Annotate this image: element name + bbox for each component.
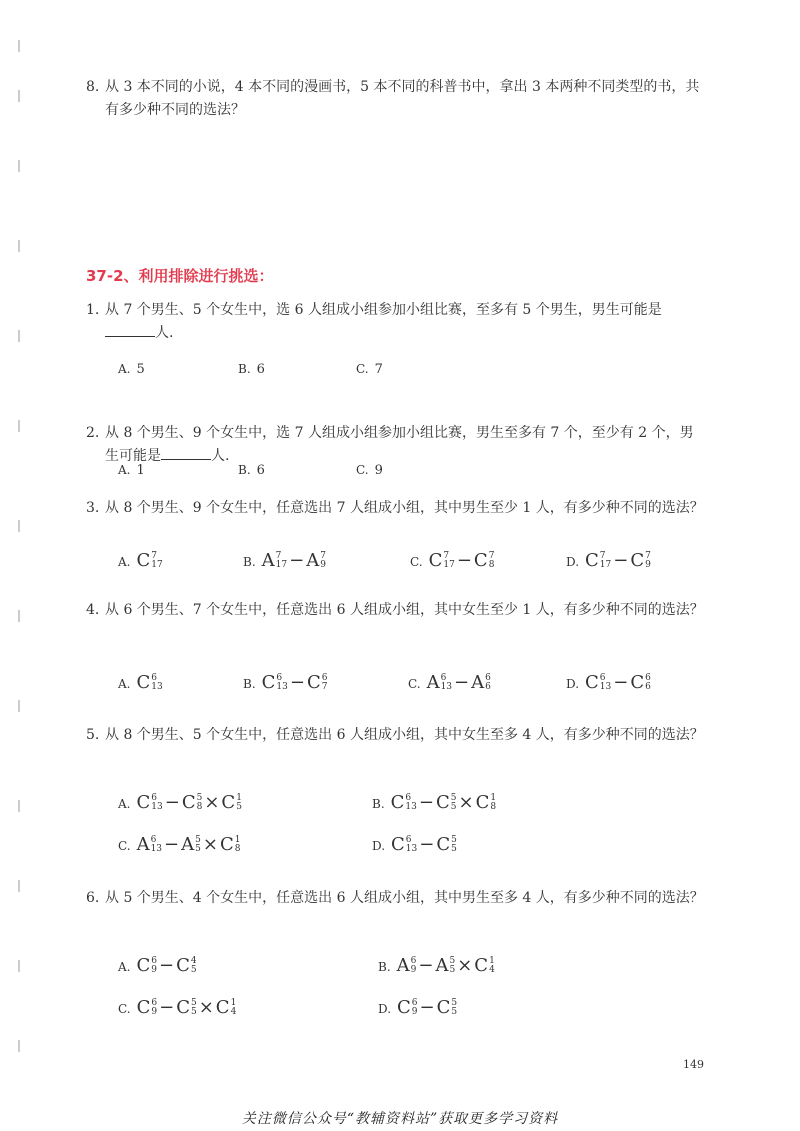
page-number: 149 <box>683 1058 704 1071</box>
option-a <box>118 362 145 377</box>
superscript: 5 <box>195 834 201 845</box>
minus-operator: − <box>289 550 305 571</box>
term-symbol: C <box>435 792 450 813</box>
scan-edge-mark <box>18 610 20 622</box>
combination-term <box>136 550 162 571</box>
option-c <box>356 463 383 478</box>
option-label: B. <box>372 797 385 811</box>
scan-edge-mark <box>18 800 20 812</box>
combination-term <box>221 792 242 813</box>
subscript: 9 <box>151 964 157 975</box>
option-a <box>118 955 197 976</box>
term-symbol: C <box>475 792 490 813</box>
term-indices <box>451 794 457 812</box>
option-label: C. <box>118 1002 131 1016</box>
combination-term <box>176 997 197 1018</box>
question-text-main: 从 5 个男生、4 个女生中，任意选出 6 人组成小组，其中男生至多 4 人，有多少种不同的选法？ <box>105 890 704 906</box>
term-symbol: A <box>181 834 195 855</box>
superscript: 4 <box>190 955 197 966</box>
answer-blank <box>161 445 211 460</box>
option-label: D. <box>378 1002 392 1016</box>
subscript: 5 <box>450 801 457 812</box>
minus-operator: − <box>289 672 305 693</box>
times-operator: × <box>198 997 214 1018</box>
question-text <box>105 497 706 520</box>
term-indices <box>236 794 242 812</box>
term-indices <box>151 999 157 1017</box>
term-symbol: A <box>136 834 150 855</box>
subscript: 5 <box>449 964 456 975</box>
option-b <box>243 550 326 571</box>
times-operator: × <box>204 792 220 813</box>
option-c <box>118 834 240 855</box>
question-text-main: 从 8 个男生、9 个女生中，选 7 人组成小组参加小组比赛，男生至多有 7 个，至少有 2 个，男生可能是 <box>105 425 694 464</box>
term-indices <box>276 552 287 570</box>
question-8 <box>86 76 706 122</box>
subscript: 6 <box>645 681 651 692</box>
subscript: 4 <box>230 1006 237 1017</box>
scan-edge-mark <box>18 90 20 102</box>
permutation-term <box>137 834 162 855</box>
superscript: 1 <box>230 997 237 1008</box>
minus-operator: − <box>418 955 434 976</box>
option-value: 9 <box>374 463 383 478</box>
question-6 <box>86 887 706 910</box>
option-value: 7 <box>374 362 383 377</box>
term-symbol: C <box>136 550 151 571</box>
term-indices <box>645 552 651 570</box>
superscript: 5 <box>451 834 457 845</box>
superscript: 7 <box>488 550 495 561</box>
question-3 <box>86 497 706 520</box>
term-indices <box>406 836 417 854</box>
option-label: C. <box>118 839 131 853</box>
minus-operator: − <box>164 834 180 855</box>
question-2 <box>86 422 706 468</box>
superscript: 1 <box>234 834 241 845</box>
subscript: 5 <box>236 801 242 812</box>
term-indices <box>451 999 457 1017</box>
combination-term <box>391 792 417 813</box>
subscript: 13 <box>599 681 612 692</box>
option-d <box>566 550 651 571</box>
minus-operator: − <box>164 792 180 813</box>
term-symbol: C <box>397 997 411 1018</box>
question-1 <box>86 299 706 345</box>
superscript: 6 <box>276 672 283 683</box>
subscript: 9 <box>320 559 326 570</box>
combination-term <box>136 955 157 976</box>
term-symbol: A <box>261 550 275 571</box>
superscript: 5 <box>449 955 456 966</box>
option-label: A. <box>118 677 131 691</box>
combination-term <box>474 550 495 571</box>
combination-term <box>585 672 611 693</box>
term-symbol: C <box>261 672 276 693</box>
superscript: 1 <box>490 792 497 803</box>
subscript: 5 <box>190 1006 197 1017</box>
term-indices <box>231 999 237 1017</box>
subscript: 5 <box>451 843 457 854</box>
combination-term <box>216 997 237 1018</box>
subscript: 13 <box>405 843 418 854</box>
superscript: 7 <box>645 550 651 561</box>
superscript: 6 <box>485 672 491 683</box>
option-b <box>378 955 495 976</box>
subscript: 17 <box>151 559 163 570</box>
combination-term <box>391 834 417 855</box>
subscript: 9 <box>151 1006 158 1017</box>
question-4 <box>86 599 706 622</box>
term-symbol: C <box>176 955 190 976</box>
superscript: 1 <box>489 955 495 966</box>
term-indices <box>600 552 611 570</box>
term-indices <box>489 957 495 975</box>
option-label: A. <box>118 797 131 811</box>
option-b <box>372 792 496 813</box>
superscript: 5 <box>196 792 203 803</box>
term-symbol: A <box>306 550 320 571</box>
subscript: 5 <box>195 843 201 854</box>
subscript: 13 <box>405 801 417 812</box>
subscript: 8 <box>490 801 497 812</box>
question-text <box>105 422 706 468</box>
question-text-tail: 人. <box>155 325 174 341</box>
term-symbol: C <box>136 792 151 813</box>
subscript: 13 <box>440 681 453 692</box>
subscript: 6 <box>485 681 491 692</box>
option-value: 5 <box>136 362 145 377</box>
term-symbol: C <box>136 955 151 976</box>
combination-term <box>397 997 418 1018</box>
option-b <box>243 672 327 693</box>
option-value: 1 <box>136 463 145 478</box>
option-c <box>118 997 236 1018</box>
subscript: 13 <box>151 801 163 812</box>
option-label: B. <box>378 960 391 974</box>
minus-operator: − <box>454 672 470 693</box>
term-indices <box>449 957 455 975</box>
option-b <box>238 463 265 478</box>
option-label: A. <box>118 463 131 477</box>
term-symbol: C <box>630 550 645 571</box>
option-a <box>118 792 242 813</box>
option-b <box>238 362 265 377</box>
term-indices <box>412 999 418 1017</box>
option-label: A. <box>118 960 131 974</box>
question-text <box>105 599 706 622</box>
question-number: 3. <box>86 500 100 516</box>
term-symbol: C <box>630 672 645 693</box>
term-indices <box>600 674 611 692</box>
scan-edge-mark <box>18 420 20 432</box>
question-text: 从 3 本不同的小说，4 本不同的漫画书，5 本不同的科普书中，拿出 3 本两种不同类型的书，共有多少种不同的选法？ <box>105 79 700 118</box>
superscript: 7 <box>599 550 606 561</box>
scan-edge-mark <box>18 160 20 172</box>
scan-edge-mark <box>18 880 20 892</box>
times-operator: × <box>458 792 474 813</box>
term-indices <box>151 957 157 975</box>
option-label: C. <box>410 555 423 569</box>
subscript: 17 <box>443 559 455 570</box>
permutation-term <box>427 672 452 693</box>
minus-operator: − <box>456 550 472 571</box>
option-label: C. <box>408 677 421 691</box>
subscript: 5 <box>190 964 197 975</box>
option-c <box>356 362 383 377</box>
option-value: 6 <box>256 463 265 478</box>
question-text-tail: 人. <box>211 448 230 464</box>
superscript: 6 <box>645 672 651 683</box>
option-label: A. <box>118 362 131 376</box>
term-symbol: C <box>221 792 236 813</box>
permutation-term <box>397 955 417 976</box>
option-a <box>118 672 163 693</box>
scan-edge-mark <box>18 700 20 712</box>
option-label: A. <box>118 555 131 569</box>
minus-operator: − <box>159 997 175 1018</box>
term-indices <box>191 999 197 1017</box>
times-operator: × <box>202 834 218 855</box>
term-indices <box>235 836 241 854</box>
term-indices <box>490 794 496 812</box>
subscript: 9 <box>410 964 417 975</box>
subscript: 17 <box>599 559 612 570</box>
superscript: 5 <box>450 792 457 803</box>
term-symbol: C <box>473 550 488 571</box>
option-c <box>410 550 494 571</box>
option-d <box>378 997 457 1018</box>
term-indices <box>195 836 201 854</box>
scan-edge-mark <box>18 520 20 532</box>
superscript: 5 <box>451 997 458 1008</box>
scan-edge-mark <box>18 330 20 342</box>
term-symbol: A <box>471 672 485 693</box>
term-indices <box>451 836 457 854</box>
question-text <box>105 724 706 747</box>
combination-term <box>136 792 162 813</box>
minus-operator: − <box>419 834 435 855</box>
combination-term <box>220 834 241 855</box>
permutation-term <box>435 955 455 976</box>
question-number: 2. <box>86 425 100 441</box>
superscript: 6 <box>321 672 328 683</box>
term-symbol: C <box>585 672 599 693</box>
combination-term <box>429 550 455 571</box>
term-indices <box>151 836 162 854</box>
superscript: 7 <box>275 550 282 561</box>
superscript: 6 <box>599 672 606 683</box>
term-indices <box>197 794 203 812</box>
subscript: 13 <box>276 681 288 692</box>
term-symbol: C <box>136 997 151 1018</box>
section-heading: 37-2、利用排除进行挑选： <box>86 267 274 285</box>
minus-operator: − <box>613 672 629 693</box>
combination-term <box>630 550 651 571</box>
answer-blank <box>105 322 155 337</box>
term-symbol: C <box>436 997 451 1018</box>
subscript: 5 <box>451 1006 458 1017</box>
combination-term <box>182 792 203 813</box>
superscript: 7 <box>151 550 157 561</box>
question-number: 1. <box>86 302 100 318</box>
term-indices <box>151 674 162 692</box>
term-symbol: C <box>181 792 196 813</box>
question-number: 8. <box>86 79 100 95</box>
subscript: 9 <box>411 1006 418 1017</box>
term-indices <box>443 552 454 570</box>
combination-term <box>474 955 495 976</box>
scan-edge-mark <box>18 960 20 972</box>
superscript: 7 <box>443 550 450 561</box>
superscript: 6 <box>411 997 418 1008</box>
option-label: C. <box>356 362 369 376</box>
permutation-term <box>262 550 287 571</box>
term-symbol: A <box>426 672 440 693</box>
option-label: C. <box>356 463 369 477</box>
term-symbol: C <box>585 550 599 571</box>
term-indices <box>405 794 416 812</box>
option-label: B. <box>243 555 256 569</box>
combination-term <box>630 672 651 693</box>
term-symbol: A <box>435 955 449 976</box>
superscript: 6 <box>151 997 158 1008</box>
option-d <box>372 834 457 855</box>
minus-operator: − <box>613 550 629 571</box>
combination-term <box>476 792 497 813</box>
question-text-main: 从 8 个男生、5 个女生中，任意选出 6 人组成小组，其中女生至多 4 人，有多少种不同的选法？ <box>105 727 704 743</box>
combination-term <box>136 672 162 693</box>
term-symbol: C <box>428 550 443 571</box>
term-symbol: C <box>219 834 234 855</box>
question-5 <box>86 724 706 747</box>
term-indices <box>320 552 326 570</box>
superscript: 6 <box>150 834 157 845</box>
term-indices <box>276 674 287 692</box>
subscript: 9 <box>645 559 651 570</box>
permutation-term <box>471 672 491 693</box>
combination-term <box>176 955 197 976</box>
subscript: 8 <box>488 559 495 570</box>
scan-edge-mark <box>18 1040 20 1052</box>
combination-term <box>137 997 158 1018</box>
term-symbol: C <box>390 792 405 813</box>
question-text-main: 从 6 个男生、7 个女生中，任意选出 6 人组成小组，其中女生至少 1 人，有多少种不同的选法？ <box>105 602 704 618</box>
question-text-main: 从 7 个男生、5 个女生中，选 6 人组成小组参加小组比赛，至多有 5 个男生，男生可能是 <box>105 302 662 318</box>
question-text <box>105 299 706 345</box>
superscript: 6 <box>405 834 412 845</box>
subscript: 13 <box>151 681 163 692</box>
scan-edge-mark <box>18 40 20 52</box>
option-label: B. <box>238 362 251 376</box>
superscript: 6 <box>405 792 412 803</box>
minus-operator: − <box>159 955 175 976</box>
subscript: 4 <box>489 964 495 975</box>
combination-term <box>307 672 328 693</box>
permutation-term <box>306 550 326 571</box>
option-c <box>408 672 491 693</box>
term-symbol: C <box>306 672 321 693</box>
option-a <box>118 463 145 478</box>
subscript: 8 <box>234 843 241 854</box>
superscript: 6 <box>151 955 157 966</box>
option-value: 6 <box>256 362 265 377</box>
scan-edge-mark <box>18 240 20 252</box>
term-indices <box>191 957 197 975</box>
term-symbol: C <box>436 834 451 855</box>
question-text <box>105 887 706 910</box>
combination-term <box>436 834 457 855</box>
term-symbol: C <box>474 955 489 976</box>
times-operator: × <box>457 955 473 976</box>
term-indices <box>645 674 651 692</box>
combination-term <box>436 792 457 813</box>
option-label: B. <box>243 677 256 691</box>
question-number: 5. <box>86 727 100 743</box>
subscript: 13 <box>150 843 163 854</box>
footer-watermark: 关注微信公众号“教辅资料站”获取更多学习资料 <box>241 1111 559 1127</box>
term-indices <box>322 674 328 692</box>
term-indices <box>441 674 452 692</box>
term-indices <box>489 552 495 570</box>
superscript: 7 <box>320 550 326 561</box>
combination-term <box>585 550 611 571</box>
superscript: 6 <box>151 792 157 803</box>
option-a <box>118 550 163 571</box>
term-symbol: C <box>176 997 190 1018</box>
question-number: 4. <box>86 602 100 618</box>
term-indices <box>411 957 417 975</box>
subscript: 17 <box>275 559 288 570</box>
term-symbol: C <box>391 834 405 855</box>
minus-operator: − <box>419 997 435 1018</box>
term-indices <box>151 552 162 570</box>
combination-term <box>437 997 458 1018</box>
superscript: 1 <box>236 792 242 803</box>
superscript: 6 <box>410 955 417 966</box>
superscript: 6 <box>151 672 157 683</box>
question-number: 6. <box>86 890 100 906</box>
superscript: 5 <box>190 997 197 1008</box>
option-label: B. <box>238 463 251 477</box>
term-symbol: C <box>215 997 230 1018</box>
combination-term <box>262 672 288 693</box>
option-label: D. <box>566 677 580 691</box>
option-d <box>566 672 651 693</box>
term-symbol: A <box>396 955 410 976</box>
minus-operator: − <box>418 792 434 813</box>
subscript: 8 <box>196 801 203 812</box>
term-symbol: C <box>136 672 151 693</box>
permutation-term <box>181 834 201 855</box>
option-label: D. <box>372 839 386 853</box>
term-indices <box>485 674 491 692</box>
superscript: 6 <box>440 672 447 683</box>
subscript: 7 <box>321 681 328 692</box>
question-text-main: 从 8 个男生、9 个女生中，任意选出 7 人组成小组，其中男生至少 1 人，有多少种不同的选法？ <box>105 500 704 516</box>
term-indices <box>151 794 162 812</box>
option-label: D. <box>566 555 580 569</box>
